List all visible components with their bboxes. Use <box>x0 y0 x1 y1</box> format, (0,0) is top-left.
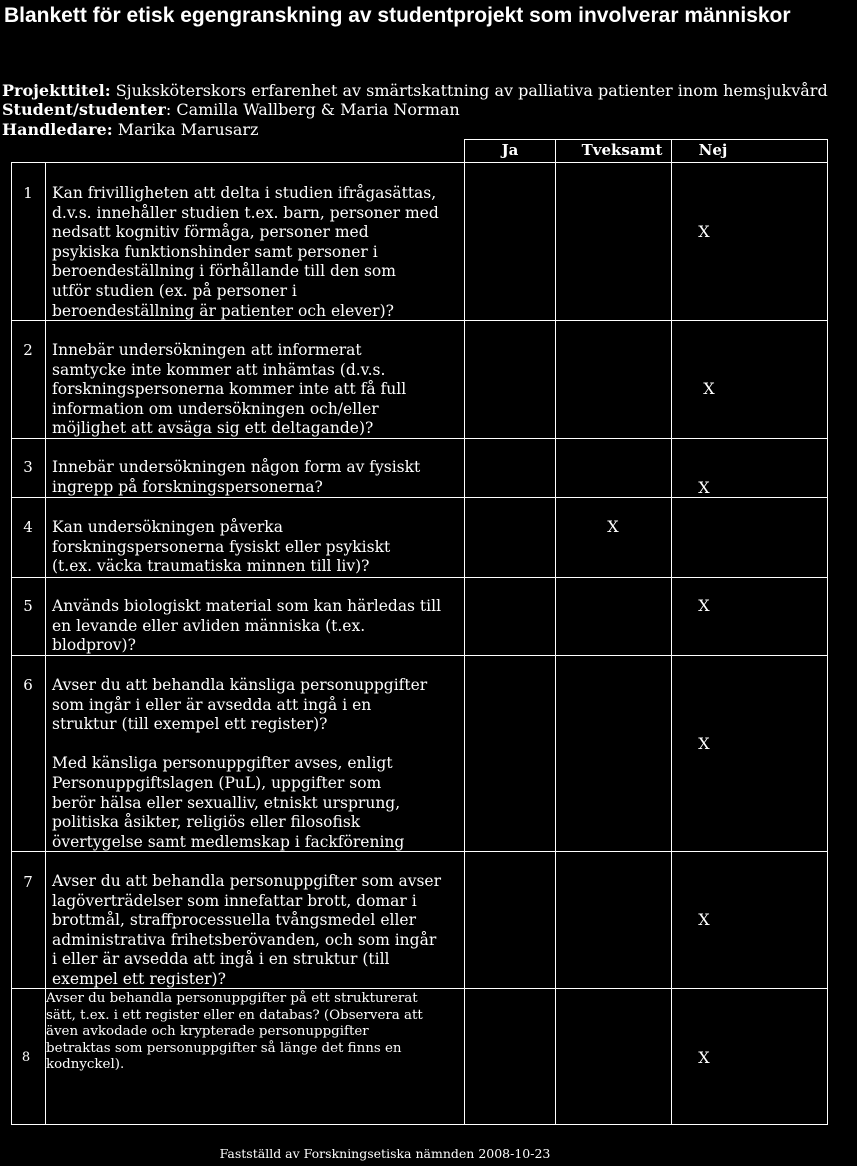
row-number: 1 <box>23 184 33 202</box>
header-divider-right <box>827 139 828 163</box>
row-number: 4 <box>23 518 33 536</box>
column-header-tveksamt: Tveksamt <box>581 141 663 159</box>
project-title-line <box>2 81 828 100</box>
table-body-top-border <box>11 162 828 163</box>
table-bottom-border <box>11 1124 828 1125</box>
project-title-value: Sjuksköterskors erfarenhet av smärtskattning av palliativa patienter inom hemsjukvård <box>115 81 828 100</box>
row-divider-4 <box>11 577 828 578</box>
project-title-label: Projekttitel: <box>2 81 111 100</box>
question-text: Avser du att behandla personuppgifter som avser lagöverträdelser som innefattar brott, domar i brottmål, straffprocessuella tvångsmedel eller administrativa frihetsberövanden, och som ingår i eller är avsedda att ingå i en struktur (till exempel ett register)? <box>52 872 441 988</box>
supervisor-value: Marika Marusarz <box>117 120 259 139</box>
answer-mark-nej: X <box>698 478 710 497</box>
answer-mark-nej: X <box>698 596 710 615</box>
row-number: 5 <box>23 597 33 615</box>
answer-mark-nej: X <box>703 379 715 398</box>
column-header-nej: Nej <box>698 141 728 159</box>
row-number: 6 <box>23 676 33 694</box>
row-number: 3 <box>23 458 33 476</box>
tveksamt-column-left-divider <box>555 162 556 1125</box>
answer-mark-nej: X <box>698 910 710 929</box>
question-text: Avser du att behandla känsliga personuppgifter som ingår i eller är avsedda att ingå i en struktur (till exempel ett register)? Med känsliga personuppgifter avses, enligt Personuppgiftslagen (PuL), uppgifter som berör hälsa eller sexualliv, etniskt ursprung, politiska åsikter, religiös eller filosofisk övertygelse samt medlemskap i fackförening <box>52 676 428 851</box>
row-number: 8 <box>21 1050 31 1065</box>
students-line <box>2 100 460 119</box>
question-text: Avser du behandla personuppgifter på ett strukturerat sätt, t.ex. i ett register eller en databas? (Observera att även avkodade och krypterade personuppgifter betraktas som personuppgifter så länge det finns en kodnyckel). <box>46 991 423 1072</box>
supervisor-line <box>2 120 258 139</box>
question-text: Kan undersökningen påverka forskningspersonerna fysiskt eller psykiskt (t.ex. väcka traumatiska minnen till liv)? <box>52 518 391 576</box>
question-text: Kan frivilligheten att delta i studien ifrågasättas, d.v.s. innehåller studien t.ex. barn, personer med nedsatt kognitiv förmåga, personer med psykiska funktionshinder samt personer i beroendeställning i förhållande till den som utför studien (ex. på personer i beroendeställning är patienter och elever)? <box>52 184 439 320</box>
students-label: Student/studenter <box>2 100 166 119</box>
answer-mark-nej: X <box>698 734 710 753</box>
question-text: Innebär undersökningen någon form av fysiskt ingrepp på forskningspersonerna? <box>52 458 421 496</box>
column-header-ja: Ja <box>501 141 519 159</box>
supervisor-label: Handledare: <box>2 120 113 139</box>
question-text: Innebär undersökningen att informerat samtycke inte kommer att inhämtas (d.v.s. forskningspersonerna kommer inte att få full information om undersökningen och/eller möjlighet att avsäga sig ett deltagande)? <box>52 341 407 438</box>
answer-mark-nej: X <box>698 222 710 241</box>
row-number: 2 <box>23 341 33 359</box>
form-title: Blankett för etisk egengranskning av studentprojekt som involverar människor <box>4 4 791 27</box>
table-left-border <box>11 162 12 1125</box>
row-number: 7 <box>23 873 33 891</box>
nej-column-left-divider <box>671 162 672 1125</box>
answer-mark-tveksamt: X <box>607 517 619 536</box>
table-right-border <box>827 162 828 1125</box>
number-column-divider <box>45 162 46 1125</box>
table-header-top-border <box>464 139 828 140</box>
answer-mark-nej: X <box>698 1048 710 1067</box>
ja-column-left-divider <box>464 162 465 1125</box>
approval-footer: Fastställd av Forskningsetiska nämnden 2008-10-23 <box>219 1146 551 1161</box>
question-text: Används biologiskt material som kan härledas till en levande eller avliden människa (t.ex. blodprov)? <box>52 597 442 655</box>
students-value: : Camilla Wallberg & Maria Norman <box>165 100 460 119</box>
